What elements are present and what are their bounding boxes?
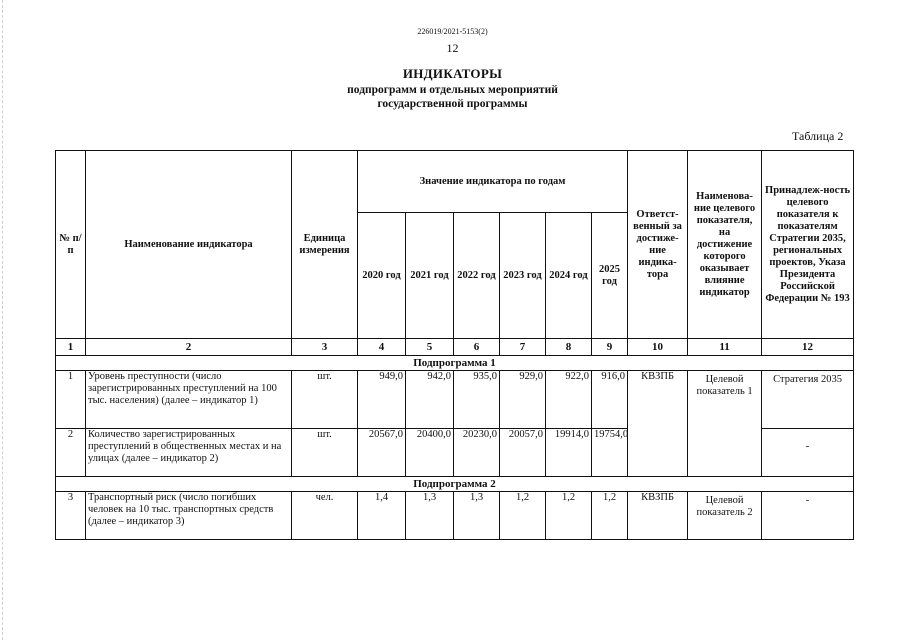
table-row: [56, 371, 854, 429]
row-belongs: -: [762, 492, 854, 540]
subtitle-line: подпрограмм и отдельных мероприятий: [347, 84, 558, 96]
header-row: [56, 151, 854, 213]
header-year: 2020 год: [358, 213, 406, 339]
column-number: 12: [762, 339, 854, 356]
column-number: 10: [628, 339, 688, 356]
row-value: 1,3: [454, 492, 500, 540]
row-value: 20567,0: [358, 429, 406, 477]
subprogram-1-heading: Подпрограмма 1: [56, 356, 854, 371]
header-year: 2025 год: [592, 213, 628, 339]
row-belongs: -: [762, 429, 854, 477]
page-number: 12: [446, 41, 459, 55]
header-belongs: Принадлеж-ность целевого показателя к показателям Стратегии 2035, региональных проектов, Указа Президента Российской Федерации № 193: [762, 151, 854, 339]
row-responsible: КВЗПБ: [628, 371, 688, 477]
column-number: 6: [454, 339, 500, 356]
row-indicator-name: Количество зарегистрированных преступлений в общественных местах и на улицах (далее – индикатор 2): [86, 429, 292, 477]
indicators-table: [55, 150, 854, 540]
row-unit: шт.: [292, 371, 358, 429]
row-num: 2: [56, 429, 86, 477]
header-target-name: Наименова-ние целевого показателя, на достижение которого оказывает влияние индикатор: [688, 151, 762, 339]
header-year: 2024 год: [546, 213, 592, 339]
column-number: 7: [500, 339, 546, 356]
row-value: 20230,0: [454, 429, 500, 477]
column-number: 1: [56, 339, 86, 356]
row-unit: шт.: [292, 429, 358, 477]
row-value: 942,0: [406, 371, 454, 429]
header-responsible: Ответст-венный за достиже-ние индика-тора: [628, 151, 688, 339]
column-number: 2: [86, 339, 292, 356]
row-value: 935,0: [454, 371, 500, 429]
row-value: 1,3: [406, 492, 454, 540]
header-year: 2023 год: [500, 213, 546, 339]
row-value: 949,0: [358, 371, 406, 429]
header-name: Наименование индикатора: [86, 151, 292, 339]
header-values-group: Значение индикатора по годам: [358, 151, 628, 213]
page-title: ИНДИКАТОРЫ: [402, 66, 503, 81]
header-year: 2022 год: [454, 213, 500, 339]
column-number: 11: [688, 339, 762, 356]
row-indicator-name: Транспортный риск (число погибших человек на 10 тыс. транспортных средств (далее – индикатор 3): [86, 492, 292, 540]
document-id: 226019/2021-5153(2): [417, 27, 488, 36]
row-value: 1,4: [358, 492, 406, 540]
table-label: Таблица 2: [792, 129, 844, 143]
subtitle-line: государственной программы: [377, 98, 528, 110]
column-number: 4: [358, 339, 406, 356]
page-subtitle: [0, 83, 905, 111]
row-value: 1,2: [546, 492, 592, 540]
row-value: 20057,0: [500, 429, 546, 477]
row-value: 20400,0: [406, 429, 454, 477]
header-year: 2021 год: [406, 213, 454, 339]
row-value: 19754,0: [592, 429, 628, 477]
column-number: 8: [546, 339, 592, 356]
row-target: Целевой показатель 1: [688, 371, 762, 477]
row-value: 929,0: [500, 371, 546, 429]
row-responsible: КВЗПБ: [628, 492, 688, 540]
row-belongs: Стратегия 2035: [762, 371, 854, 429]
row-value: 19914,0: [546, 429, 592, 477]
column-number: 9: [592, 339, 628, 356]
row-num: 1: [56, 371, 86, 429]
row-num: 3: [56, 492, 86, 540]
column-number: 5: [406, 339, 454, 356]
header-num: № п/п: [56, 151, 86, 339]
table-row: [56, 492, 854, 540]
row-value: 922,0: [546, 371, 592, 429]
row-value: 1,2: [500, 492, 546, 540]
subprogram-row: [56, 477, 854, 492]
row-target: Целевой показатель 2: [688, 492, 762, 540]
column-number-row: [56, 339, 854, 356]
row-indicator-name: Уровень преступности (число зарегистрированных преступлений на 100 тыс. населения) (далее – индикатор 1): [86, 371, 292, 429]
row-value: 916,0: [592, 371, 628, 429]
row-value: 1,2: [592, 492, 628, 540]
header-unit: Единица измерения: [292, 151, 358, 339]
subprogram-row: [56, 356, 854, 371]
subprogram-2-heading: Подпрограмма 2: [56, 477, 854, 492]
column-number: 3: [292, 339, 358, 356]
row-unit: чел.: [292, 492, 358, 540]
